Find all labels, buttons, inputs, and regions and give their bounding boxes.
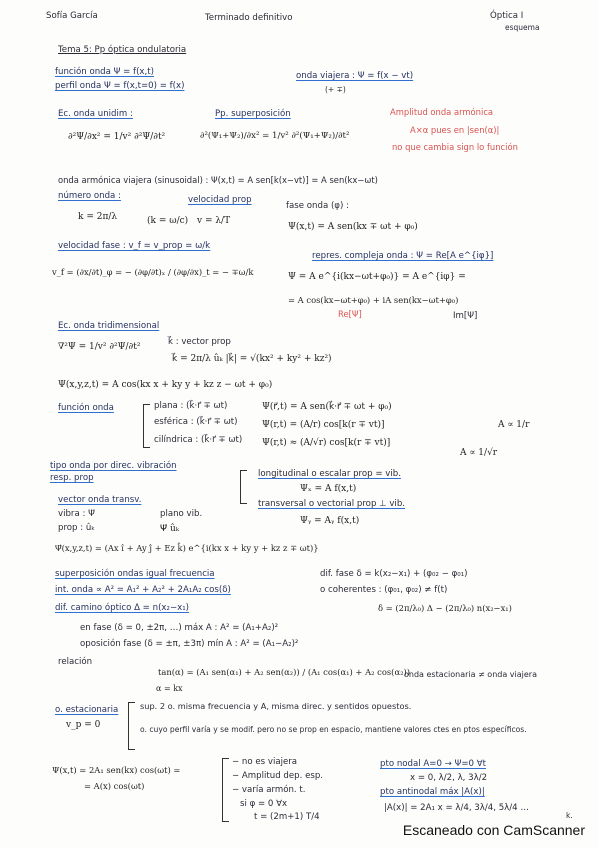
vibration-type-sub: resp. prop [50,473,94,483]
nodal-point-line: pto nodal A=0 → Ψ=0 ∀t [380,759,486,769]
scanner-watermark: Escaneado con CamScanner [402,822,585,838]
not-traveling-note: − no es viajera [232,757,298,767]
topic-heading: Tema 5: Pp óptica ondulatoria [58,45,187,55]
standing-wave-heading: o. estacionaria [55,705,119,715]
transverse-label: transversal o vectorial prop ⊥ vib. [258,499,406,509]
vibration-type-heading: tipo onda por direc. vibración [50,461,177,471]
wave-profile-line: perfil onda Ψ = f(x,t=0) = f(x) [55,81,185,91]
coherent-waves-line: o coherentes : (φ₀₁, φ₀₂) ≠ f(t) [320,585,448,595]
complex-representation-line: repres. compleja onda : Ψ = Re[A e^{iφ}] [312,251,494,261]
vibration-brace [240,470,247,504]
imaginary-part-label: Im[Ψ] [453,311,478,321]
vector-wave-formula: Ψ⃗(x,y,z,t) = (Ax î + Ay ĵ + Ez k̂) e^{i(kx x + ky y + kz z ∓ ωt)} [55,543,319,553]
real-part-label: Re[Ψ] [338,309,362,319]
vibrates-label: vibra : Ψ⃗ [58,509,95,519]
standing-vs-traveling: onda estacionaria ≠ onda viajera [404,670,537,679]
amplitude-note-3: no que cambia sign lo función [392,142,518,152]
3d-wave-equation-heading: Ec. onda tridimensional [58,321,160,331]
antinodal-positions: |A(x)| = 2A₁ x = λ/4, 3λ/4, 5λ/4 … [384,803,529,813]
vibration-plane-label: plano vib. [160,509,203,519]
superposition-frequency-heading: superposición ondas igual frecuencia [55,569,215,579]
spherical-amplitude: A ∝ 1/r [498,420,530,430]
phase-zero-note: si φ = 0 ∀x [240,799,288,809]
relation-label: relación [58,657,93,667]
optical-path-line: dif. camino óptico Δ = n(x₂−x₁) [55,603,190,613]
phase-from-path-line: δ = (2π/λ₀) Δ − (2π/λ₀) n(x₂−x₁) [378,603,512,613]
wave-vector-formula: k⃗ = 2π/λ ûₖ |k⃗| = √(kx² + ky² + kz²) [172,354,332,364]
propagation-velocity-label: velocidad prop [188,195,252,205]
transverse-formula: Ψᵧ = Aᵧ f(x,t) [300,516,360,526]
time-condition-note: t = (2m+1) T/4 [254,812,320,822]
standing-wave-amplitude: = A(x) cos(ωt) [84,781,145,791]
traveling-wave-line: onda viajera : Ψ = f(x − vt) [296,71,414,81]
laplacian-equation: ∇²Ψ = 1/v² ∂²Ψ/∂t² [58,342,141,352]
wave-number-label: número onda : [58,191,121,201]
superposition-equation: ∂²(Ψ₁+Ψ₂)/∂x² = 1/v² ∂²(Ψ₁+Ψ₂)/∂t² [200,131,350,141]
wave-number-alt: (k = ω/c) [147,216,189,226]
antinodal-point-line: pto antinodal máx |A(x)| [380,787,485,797]
harmonic-wave-line: onda armónica viajera (sinusoidal) : Ψ(x,t) = A sen[k(x−vt)] = A sen(kx−ωt) [58,175,378,185]
complex-expansion: = A cos(kx−ωt+φ₀) + iA sen(kx−ωt+φ₀) [288,295,459,305]
author-name: Sofía García [46,11,98,21]
tan-alpha-formula: tan(α) = (A₁ sen(α₁) + A₂ sen(α₂)) / (A₁ cos(α₁) + A₂ cos(α₂)) [158,667,411,677]
propagation-vector-label: k⃗ : vector prop [168,337,231,347]
standing-properties-brace [222,758,229,822]
harmonic-amplitude-note: Amplitud onda armónica [390,107,494,117]
spherical-wave-label: esférica : (k⃗·r⃗ ∓ ωt) [154,417,238,427]
vibration-plane-vectors: Ψ⃗ ûₖ [160,524,180,534]
standing-wave-formula: Ψ(x,t) = 2A₁ sen(kx) cos(ωt) = [52,765,181,775]
subject-label: Óptica I [490,11,524,21]
opposite-phase-line: oposición fase (δ = ±π, ±3π) mín A : A² = (A₁−A₂)² [80,639,299,649]
transverse-wave-vector-heading: vector onda transv. [58,495,142,505]
wave-equation-heading: Ec. onda unidim : [58,109,133,119]
cylindrical-wave-formula: Ψ(r,t) ≈ (A/√r) cos[k(r ∓ vt)] [262,438,391,448]
3d-wave-function: Ψ(x,y,z,t) = A cos(kx x + ky y + kz z − ωt + φ₀) [58,380,273,390]
phase-wave-formula: Ψ(x,t) = A sen(kx ∓ ωt + φ₀) [288,222,418,232]
wave-phase-label: fase onda (φ) : [286,201,349,211]
phase-velocity-derivation: v_f = (∂x/∂t)_φ = − (∂φ/∂t)ₓ / (∂φ/∂x)_t = − ∓ω/k [52,267,254,277]
superposition-heading: Pp. superposición [215,109,291,119]
standing-definition-2: o. cuyo perfil varía y se modif. pero no se prop en espacio, mantiene valores ctes en ptos específicos. [140,725,527,734]
wave-equation: ∂²Ψ/∂x² = 1/v² ∂²Ψ/∂t² [68,132,166,142]
nodal-positions: x = 0, λ/2, λ, 3λ/2 [410,773,488,783]
in-phase-line: en fase (δ = 0, ±2π, …) máx A : A² = (A₁+A₂)² [80,623,279,633]
amplitude-depends-note: − Amplitud dep. esp. [232,771,324,781]
phase-difference-line: dif. fase δ = k(x₂−x₁) + (φ₀₂ − φ₀₁) [320,569,468,579]
phase-velocity-line: velocidad fase : v_f = v_prop = ω/k [58,241,211,251]
wave-function-line: función onda Ψ = f(x,t) [55,67,154,77]
harmonic-time-note: − varía armón. t. [232,785,306,795]
wave-intensity-line: int. onda ∝ A² = A₁² + A₂² + 2A₁A₂ cos(δ) [55,585,231,595]
cylindrical-amplitude: A ∝ 1/√r [460,448,498,458]
wave-number-formula: k = 2π/λ [78,212,118,222]
alpha-definition: α = kx [156,684,183,693]
longitudinal-formula: Ψₓ = A f(x,t) [300,484,357,494]
standing-brace [128,702,135,750]
plane-wave-formula: Ψ(r⃗,t) = A sen(k⃗·r⃗ ∓ ωt + φ₀) [262,402,392,412]
subject-sublabel: esquema [505,23,540,32]
cylindrical-wave-label: cilíndrica : (k⃗·r⃗ ∓ ωt) [154,435,243,445]
standing-definition-1: sup. 2 o. misma frecuencia y A, misma direc. y sentidos opuestos. [140,701,412,711]
page-title: Terminado definitivo [205,13,293,23]
wave-types-brace [143,404,150,448]
propagates-label: prop : ûₖ [58,523,95,533]
amplitude-note-2: A×α pues en |sen(α)| [410,125,500,135]
spherical-wave-formula: Ψ(r,t) = (A/r) cos[k(r ∓ vt)] [262,420,385,430]
page-end-mark: k. [566,811,573,820]
traveling-sign-note: (+ ∓) [325,85,346,94]
plane-wave-label: plana : (k⃗·r⃗ ∓ ωt) [154,401,228,411]
longitudinal-label: longitudinal o escalar prop = vib. [258,469,401,479]
wave-function-types-heading: función onda [58,403,114,413]
standing-phase-velocity: v_p = 0 [66,720,101,730]
velocity-formula: v = λ/T [197,216,231,226]
complex-exponential: Ψ = A e^{i(kx−ωt+φ₀)} = A e^{iφ} = [288,272,466,282]
